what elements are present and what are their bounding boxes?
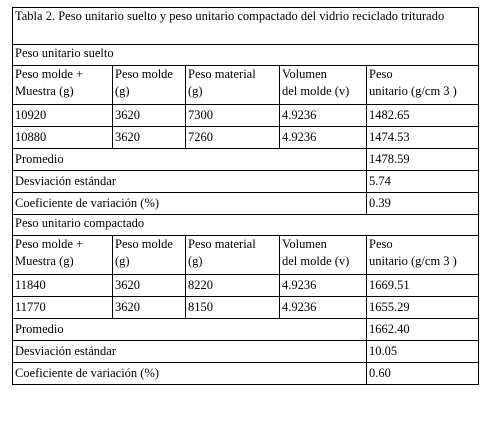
table-cell: 1474.53: [367, 127, 479, 149]
column-header: [186, 66, 280, 105]
header-line: Peso molde: [115, 67, 173, 81]
table-cell: 1669.51: [367, 275, 479, 297]
table-cell: 8220: [186, 275, 280, 297]
stat-value: 0.60: [367, 363, 479, 385]
header-line: (g): [188, 254, 203, 268]
table-cell: 7260: [186, 127, 280, 149]
stat-label: Coeficiente de variación (%): [13, 363, 367, 385]
header-line: Peso material: [188, 237, 256, 251]
stat-row-average: [13, 149, 479, 171]
table-row: [13, 105, 479, 127]
stat-value: 1478.59: [367, 149, 479, 171]
stat-label: Desviación estándar: [13, 171, 367, 193]
column-header: [367, 236, 479, 275]
column-header: [186, 236, 280, 275]
stat-label: Desviación estándar: [13, 341, 367, 363]
table-cell: 3620: [113, 297, 186, 319]
stat-row-std-dev: [13, 171, 479, 193]
table-cell: 10920: [13, 105, 113, 127]
table-row: [13, 297, 479, 319]
stat-row-cv: [13, 363, 479, 385]
unit-weight-table: [12, 7, 479, 385]
column-header: [280, 66, 367, 105]
header-line: (g): [188, 84, 203, 98]
table-cell: 3620: [113, 105, 186, 127]
header-line: (g): [115, 254, 130, 268]
section-title-loose: Peso unitario suelto: [13, 45, 479, 66]
header-line: del molde (v): [282, 84, 350, 98]
table-cell: 10880: [13, 127, 113, 149]
table-cell: 4.9236: [280, 105, 367, 127]
stat-label: Coeficiente de variación (%): [13, 193, 367, 215]
header-line: Muestra (g): [15, 84, 74, 98]
column-header: [113, 66, 186, 105]
table-cell: 4.9236: [280, 275, 367, 297]
table-cell: 4.9236: [280, 127, 367, 149]
header-line: Peso material: [188, 67, 256, 81]
header-line: Volumen: [282, 237, 327, 251]
column-header: [13, 66, 113, 105]
header-line: del molde (v): [282, 254, 350, 268]
table-cell: 7300: [186, 105, 280, 127]
stat-value: 5.74: [367, 171, 479, 193]
header-line: Peso molde +: [15, 67, 84, 81]
header-line: (g): [115, 84, 130, 98]
header-line: unitario (g/cm 3 ): [369, 84, 457, 98]
stat-row-cv: [13, 193, 479, 215]
header-line: Peso: [369, 67, 393, 81]
column-header: [13, 236, 113, 275]
header-row-loose: [13, 66, 479, 105]
stat-row-average: [13, 319, 479, 341]
header-row-compacted: [13, 236, 479, 275]
stat-label: Promedio: [13, 319, 367, 341]
stat-value: 0.39: [367, 193, 479, 215]
section-row-loose: [13, 45, 479, 66]
table-cell: 1655.29: [367, 297, 479, 319]
header-line: Peso molde +: [15, 237, 84, 251]
header-line: unitario (g/cm 3 ): [369, 254, 457, 268]
table-caption: Tabla 2. Peso unitario suelto y peso unitario compactado del vidrio reciclado triturado: [13, 8, 479, 45]
stat-value: 10.05: [367, 341, 479, 363]
caption-row: [13, 8, 479, 45]
table-row: [13, 127, 479, 149]
column-header: [113, 236, 186, 275]
header-line: Muestra (g): [15, 254, 74, 268]
stat-value: 1662.40: [367, 319, 479, 341]
table-cell: 11770: [13, 297, 113, 319]
table-row: [13, 275, 479, 297]
column-header: [367, 66, 479, 105]
column-header: [280, 236, 367, 275]
table-cell: 3620: [113, 127, 186, 149]
stat-row-std-dev: [13, 341, 479, 363]
header-line: Peso: [369, 237, 393, 251]
table-cell: 8150: [186, 297, 280, 319]
header-line: Volumen: [282, 67, 327, 81]
section-title-compacted: Peso unitario compactado: [13, 215, 479, 236]
section-row-compacted: [13, 215, 479, 236]
table-cell: 1482.65: [367, 105, 479, 127]
table-cell: 3620: [113, 275, 186, 297]
header-line: Peso molde: [115, 237, 173, 251]
table-cell: 11840: [13, 275, 113, 297]
table-cell: 4.9236: [280, 297, 367, 319]
stat-label: Promedio: [13, 149, 367, 171]
